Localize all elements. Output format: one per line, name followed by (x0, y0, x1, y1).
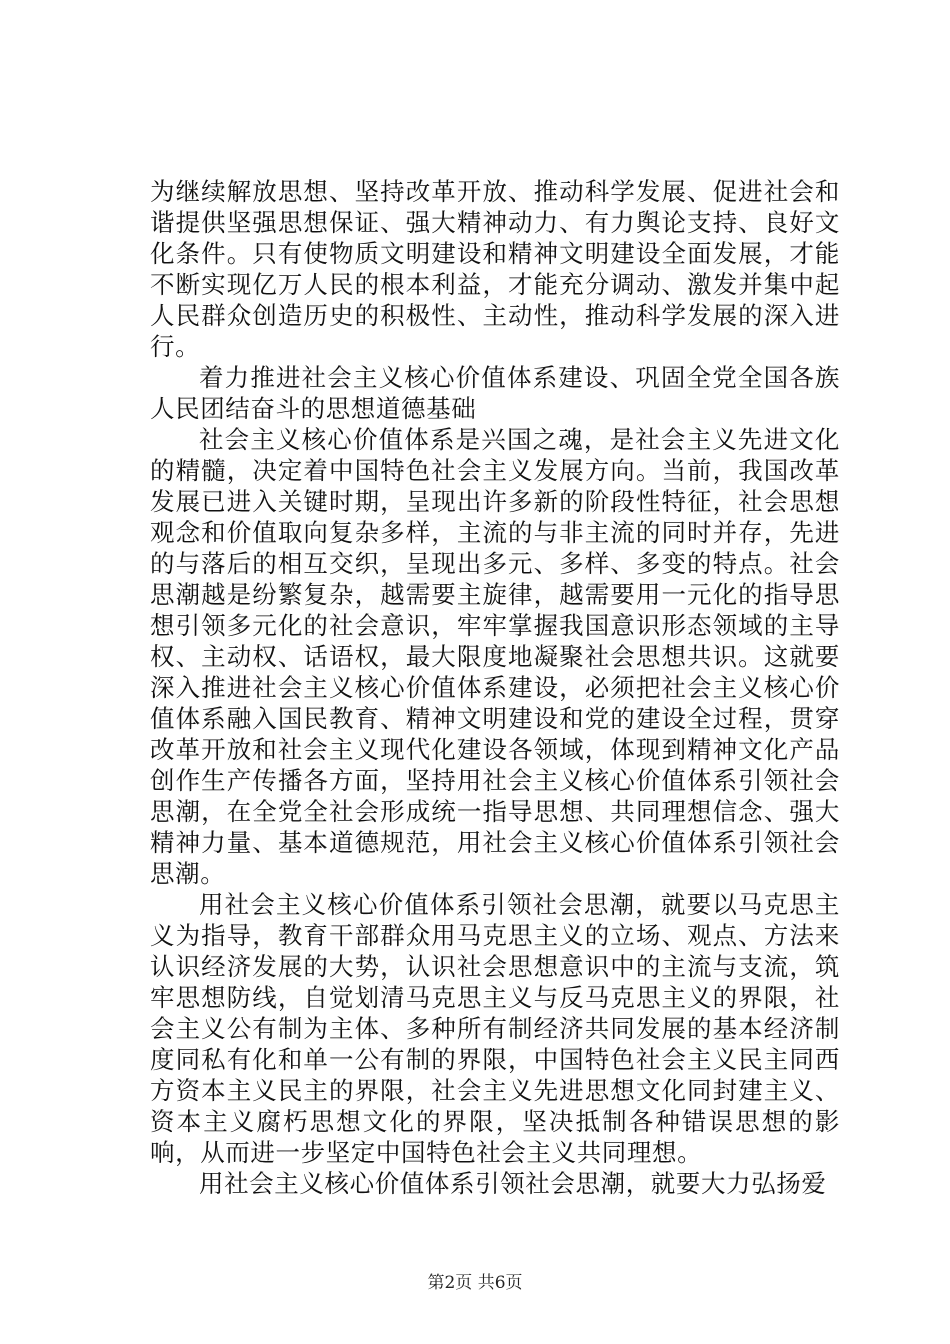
paragraph: 社会主义核心价值体系是兴国之魂，是社会主义先进文化的精髓，决定着中国特色社会主义发展方向。当前，我国改革发展已进入关键时期，呈现出许多新的阶段性特征，社会思想观念和价值取向复杂多样，主流的与非主流的同时并存，先进的与落后的相互交织，呈现出多元、多样、多变的特点。社会思潮越是纷繁复杂，越需要主旋律，越需要用一元化的指导思想引领多元化的社会意识，牢牢掌握我国意识形态领域的主导权、主动权、话语权，最大限度地凝聚社会思想共识。这就要深入推进社会主义核心价值体系建设，必须把社会主义核心价值体系融入国民教育、精神文明建设和党的建设全过程，贯穿改革开放和社会主义现代化建设各领域，体现到精神文化产品创作生产传播各方面，坚持用社会主义核心价值体系引领社会思潮，在全党全社会形成统一指导思想、共同理想信念、强大精神力量、基本道德规范，用社会主义核心价值体系引领社会思潮。 (150, 425, 840, 888)
page-footer: 第2页 共6页 (427, 1273, 523, 1293)
section-heading: 着力推进社会主义核心价值体系建设、巩固全党全国各族人民团结奋斗的思想道德基础 (150, 363, 840, 423)
document-body (150, 176, 840, 1199)
paragraph: 用社会主义核心价值体系引领社会思潮，就要大力弘扬爱 (199, 1169, 827, 1198)
paragraph: 用社会主义核心价值体系引领社会思潮，就要以马克思主义为指导，教育干部群众用马克思主义的立场、观点、方法来认识经济发展的大势，认识社会思想意识中的主流与支流，筑牢思想防线，自觉划清马克思主义与反马克思主义的界限，社会主义公有制为主体、多种所有制经济共同发展的基本经济制度同私有化和单一公有制的界限，中国特色社会主义民主同西方资本主义民主的界限，社会主义先进思想文化同封建主义、资本主义腐朽思想文化的界限，坚决抵制各种错误思想的影响，从而进一步坚定中国特色社会主义共同理想。 (150, 890, 840, 1167)
paragraph-continuation: 为继续解放思想、坚持改革开放、推动科学发展、促进社会和谐提供坚强思想保证、强大精神动力、有力舆论支持、良好文化条件。只有使物质文明建设和精神文明建设全面发展，才能不断实现亿万人民的根本利益，才能充分调动、激发并集中起人民群众创造历史的积极性、主动性，推动科学发展的深入进行。 (150, 177, 840, 361)
